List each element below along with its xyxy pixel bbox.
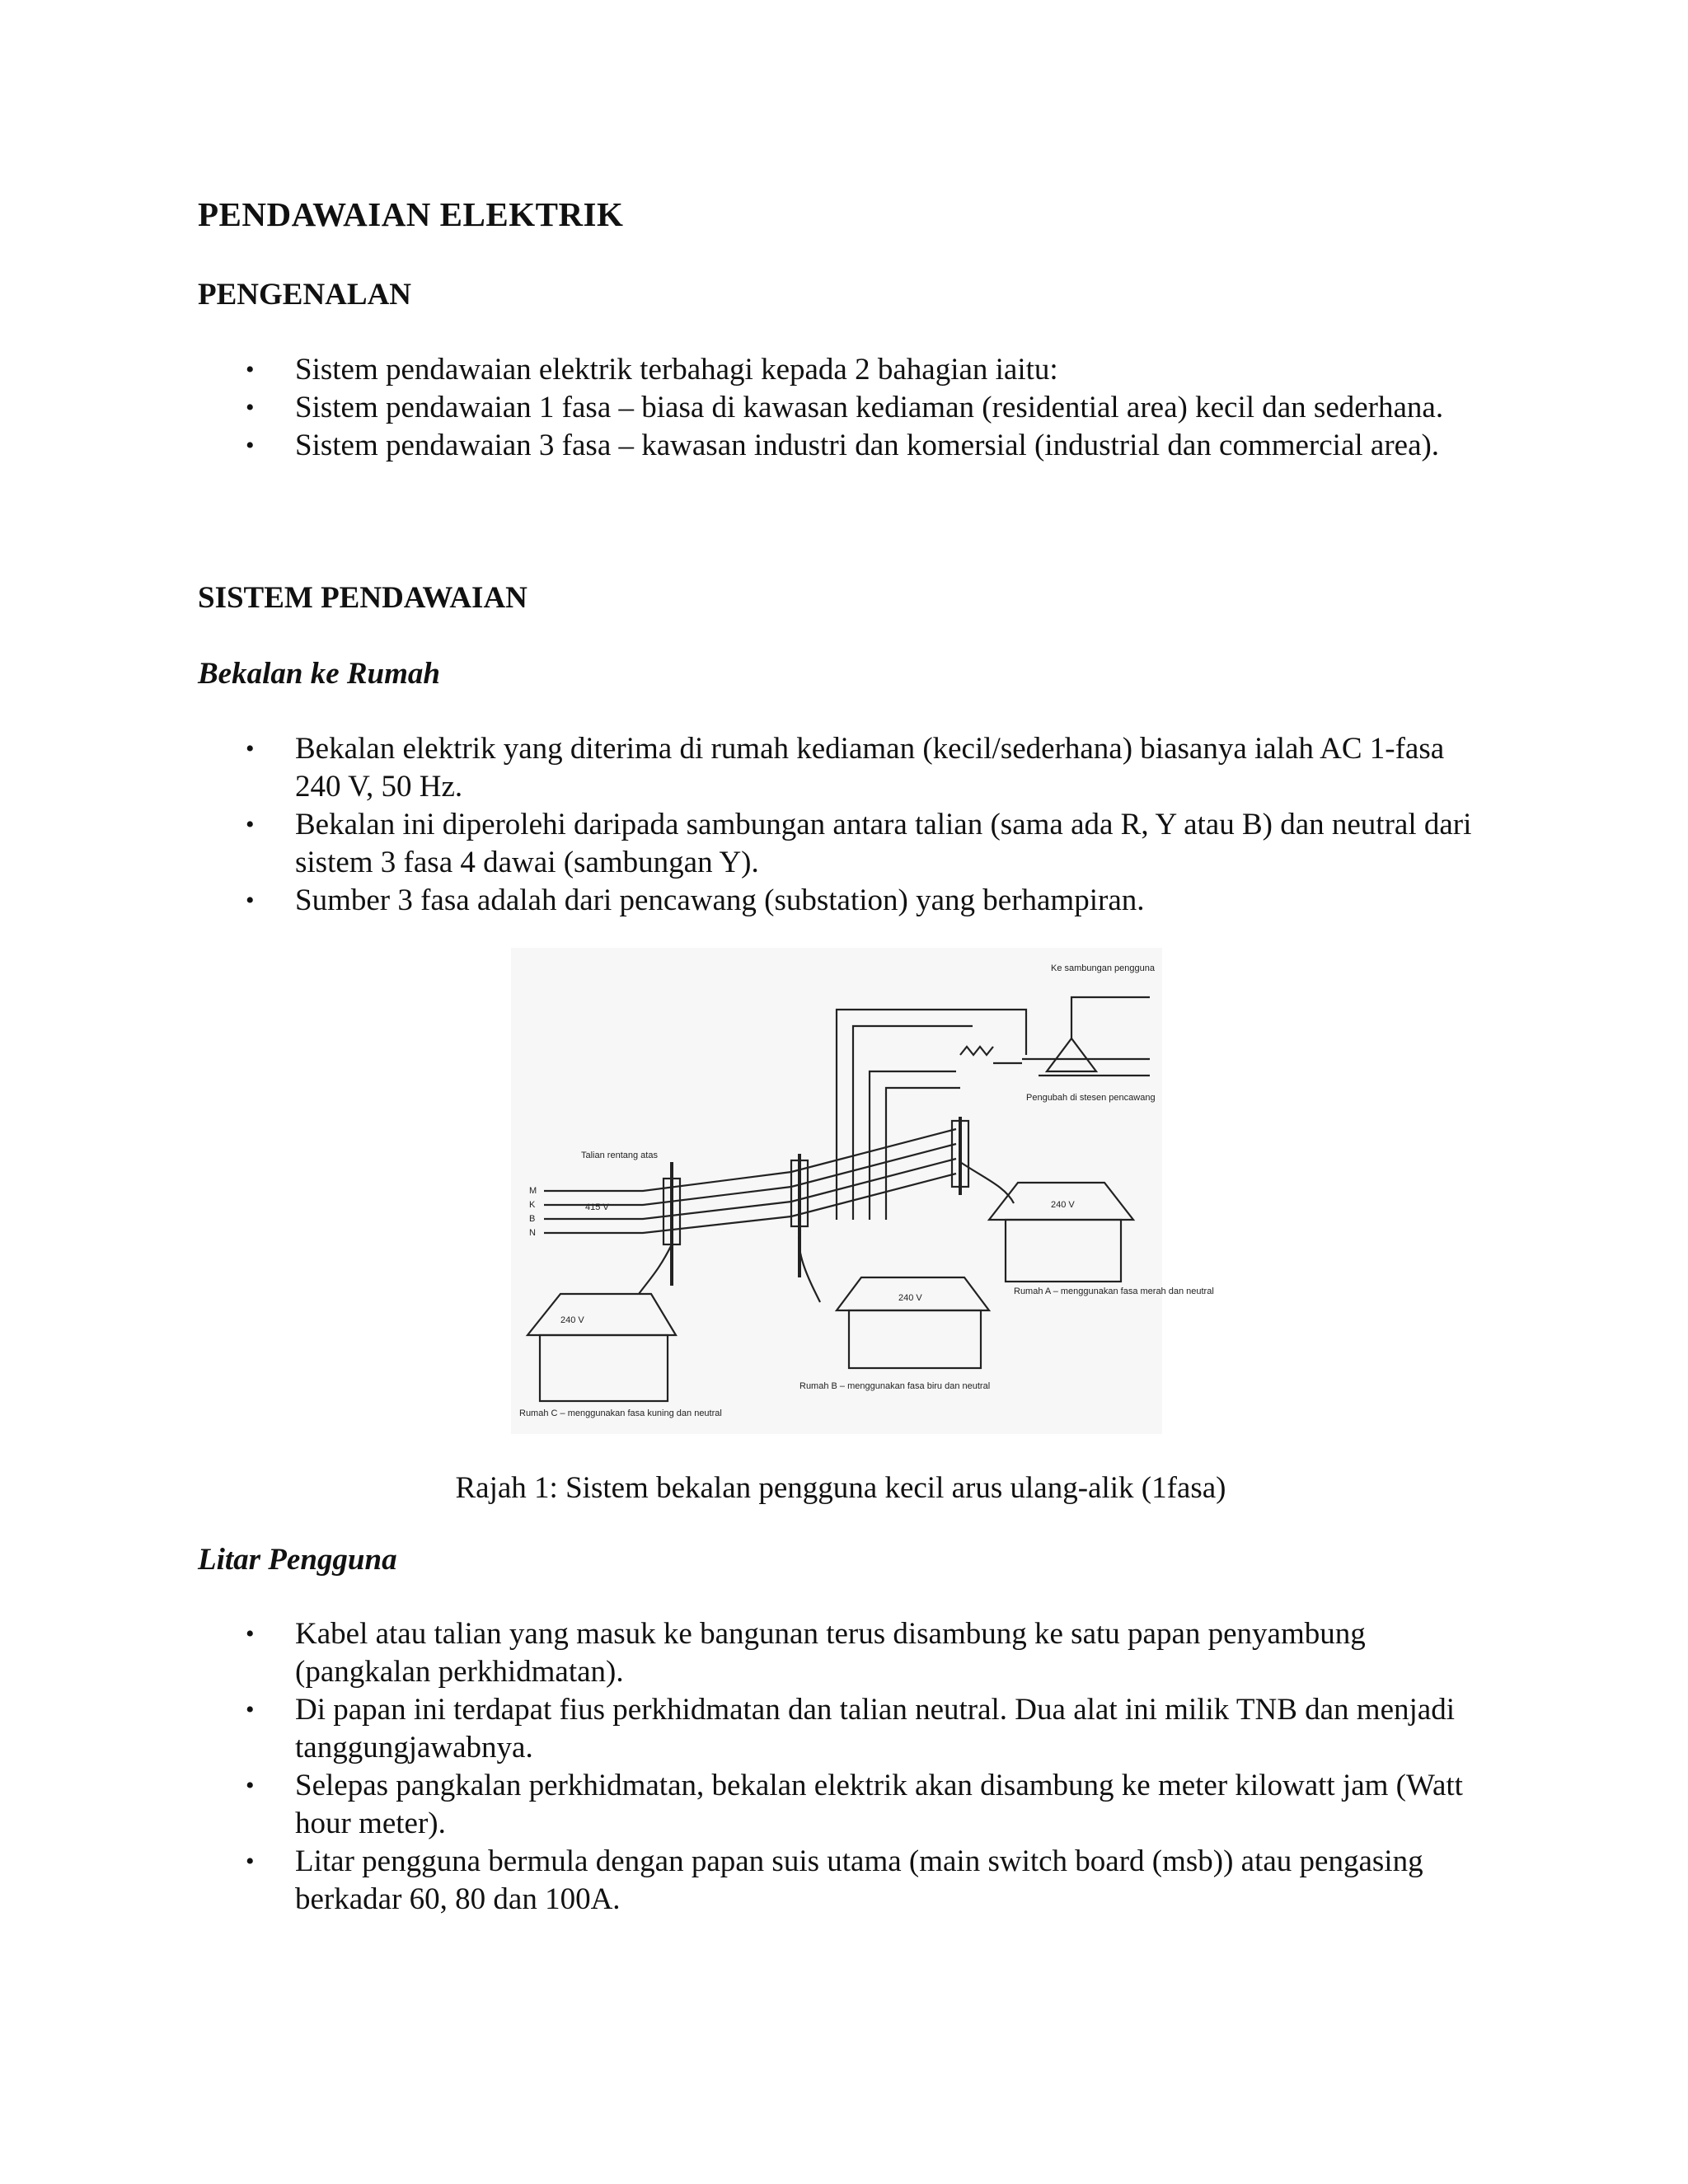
- list-item: • Bekalan ini diperolehi daripada sambungan antara talian (sama ada R, Y atau B) dan neutral dari sistem 3 fasa 4 dawai (sambungan Y).: [246, 808, 1472, 879]
- label-transformer: Pengubah di stesen pencawang: [1026, 1093, 1156, 1103]
- figure-caption: Rajah 1: Sistem bekalan pengguna kecil arus ulang-alik (1fasa): [455, 1471, 1226, 1505]
- list-item: • Di papan ini terdapat fius perkhidmatan dan talian neutral. Dua alat ini milik TNB dan menjadi tanggungjawabnya.: [246, 1693, 1455, 1765]
- document-title: PENDAWAIAN ELEKTRIK: [198, 195, 624, 233]
- label-n: N: [529, 1228, 536, 1238]
- subheading-litar-pengguna: Litar Pengguna: [198, 1543, 397, 1577]
- list-item: • Bekalan elektrik yang diterima di rumah kediaman (kecil/sederhana) biasanya ialah AC 1-fasa 240 V, 50 Hz.: [246, 732, 1445, 804]
- house-c-voltage: 240 V: [560, 1315, 584, 1325]
- bullet-icon: •: [246, 1772, 255, 1799]
- heading-pengenalan: PENGENALAN: [198, 278, 412, 312]
- bullet-icon: •: [246, 735, 255, 762]
- subheading-bekalan-ke-rumah: Bekalan ke Rumah: [198, 657, 440, 691]
- intro-bullet-list: [198, 351, 1484, 465]
- list-item: • Selepas pangkalan perkhidmatan, bekalan elektrik akan disambung ke meter kilowatt jam (Watt hour meter).: [246, 1769, 1463, 1840]
- consumer-bullet-list: [198, 1615, 1484, 1919]
- bullet-icon: •: [246, 887, 255, 914]
- label-house-a: Rumah A – menggunakan fasa merah dan neutral: [1014, 1286, 1214, 1296]
- label-house-c: Rumah C – menggunakan fasa kuning dan neutral: [519, 1408, 722, 1418]
- label-overhead: Talian rentang atas: [581, 1151, 658, 1160]
- bullet-icon: •: [246, 394, 255, 421]
- label-b: B: [529, 1214, 536, 1224]
- bullet-icon: •: [246, 1620, 255, 1647]
- house-b-voltage: 240 V: [898, 1293, 922, 1303]
- bullet-icon: •: [246, 432, 255, 459]
- label-m: M: [529, 1186, 537, 1196]
- label-house-b: Rumah B – menggunakan fasa biru dan neutral: [799, 1381, 991, 1391]
- list-item: • Kabel atau talian yang masuk ke bangunan terus disambung ke satu papan penyambung (pangkalan perkhidmatan).: [246, 1617, 1366, 1689]
- supply-diagram-svg: [511, 948, 1214, 1434]
- label-k: K: [529, 1200, 536, 1210]
- bullet-icon: •: [246, 1696, 255, 1723]
- label-415v: 415 V: [585, 1202, 609, 1212]
- bullet-icon: •: [246, 1848, 255, 1875]
- list-item: • Sistem pendawaian 3 fasa – kawasan industri dan komersial (industrial dan commercial area).: [198, 427, 1484, 465]
- supply-bullet-list: [198, 730, 1484, 920]
- label-to-consumer: Ke sambungan pengguna: [1051, 963, 1155, 973]
- supply-diagram: [511, 948, 1214, 1434]
- bullet-icon: •: [246, 356, 255, 383]
- house-a-voltage: 240 V: [1051, 1200, 1075, 1210]
- list-item: • Sistem pendawaian 1 fasa – biasa di kawasan kediaman (residential area) kecil dan sederhana.: [198, 389, 1484, 427]
- list-item: • Sistem pendawaian elektrik terbahagi kepada 2 bahagian iaitu:: [198, 351, 1484, 389]
- list-item: • Litar pengguna bermula dengan papan suis utama (main switch board (msb)) atau pengasing berkadar 60, 80 dan 100A.: [246, 1844, 1423, 1916]
- list-item: • Sumber 3 fasa adalah dari pencawang (substation) yang berhampiran.: [198, 882, 1484, 920]
- heading-sistem-pendawaian: SISTEM PENDAWAIAN: [198, 581, 528, 615]
- bullet-icon: •: [246, 811, 255, 838]
